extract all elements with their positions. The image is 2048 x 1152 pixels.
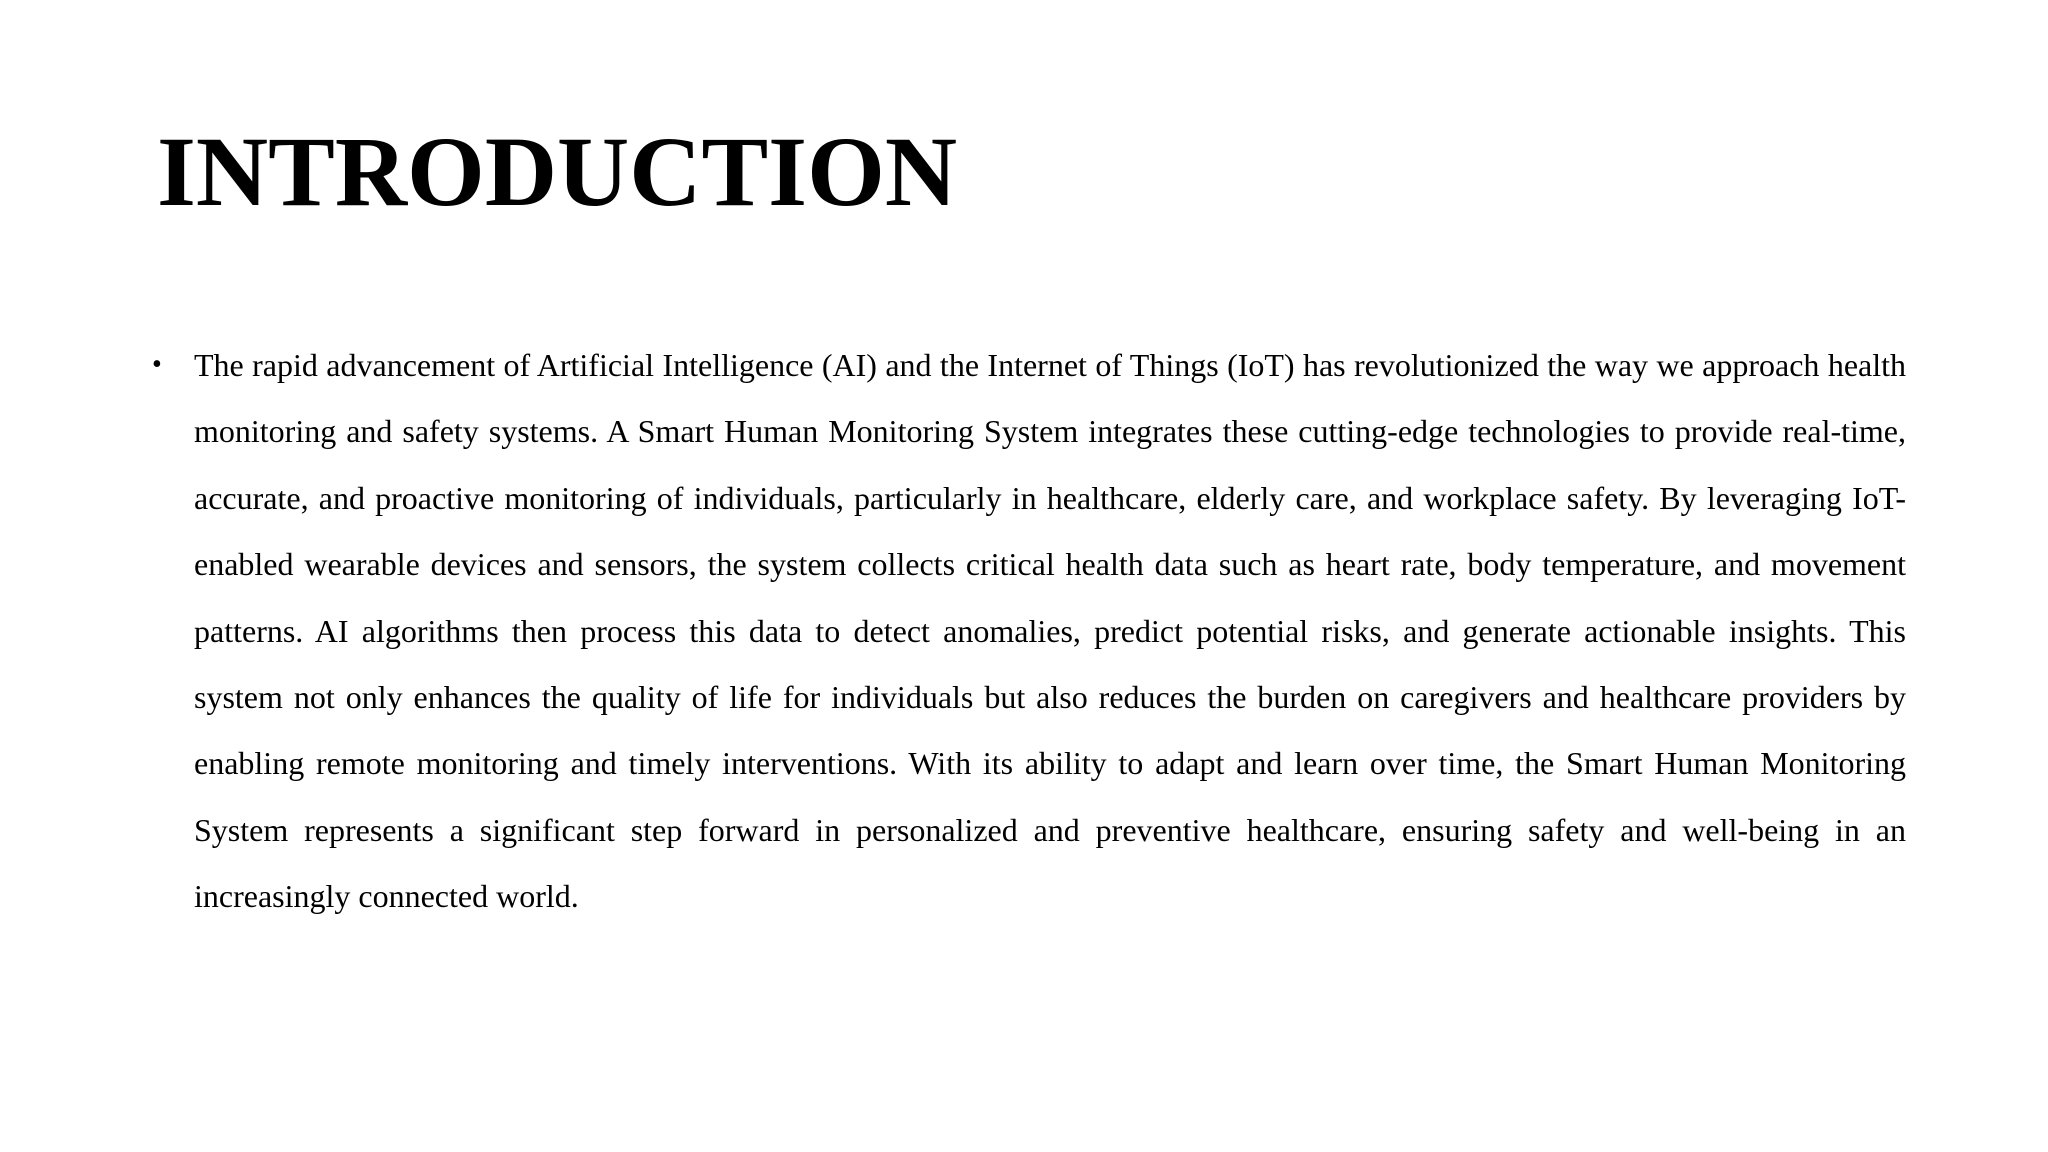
bullet-text: The rapid advancement of Artificial Intelligence (AI) and the Internet of Things (IoT) has revolutionized the way we approach health monitoring and safety systems. A Smart Human Monitoring System integrates these cutting-edge technologies to provide real-time, accurate, and proactive monitoring of individuals, particularly in healthcare, elderly care, and workplace safety. By leveraging IoT-enabled wearable devices and sensors, the system collects critical health data such as heart rate, body temperature, and movement patterns. AI algorithms then process this data to detect anomalies, predict potential risks, and generate actionable insights. This system not only enhances the quality of life for individuals but also reduces the burden on caregivers and healthcare providers by enabling remote monitoring and timely interventions. With its ability to adapt and learn over time, the Smart Human Monitoring System represents a significant step forward in personalized and preventive healthcare, ensuring safety and well-being in an increasingly connected world. <box>194 347 1906 915</box>
slide-title: INTRODUCTION <box>157 116 958 227</box>
bullet-list <box>152 332 1906 930</box>
bullet-icon: • <box>152 349 162 380</box>
bullet-item <box>152 332 1906 930</box>
